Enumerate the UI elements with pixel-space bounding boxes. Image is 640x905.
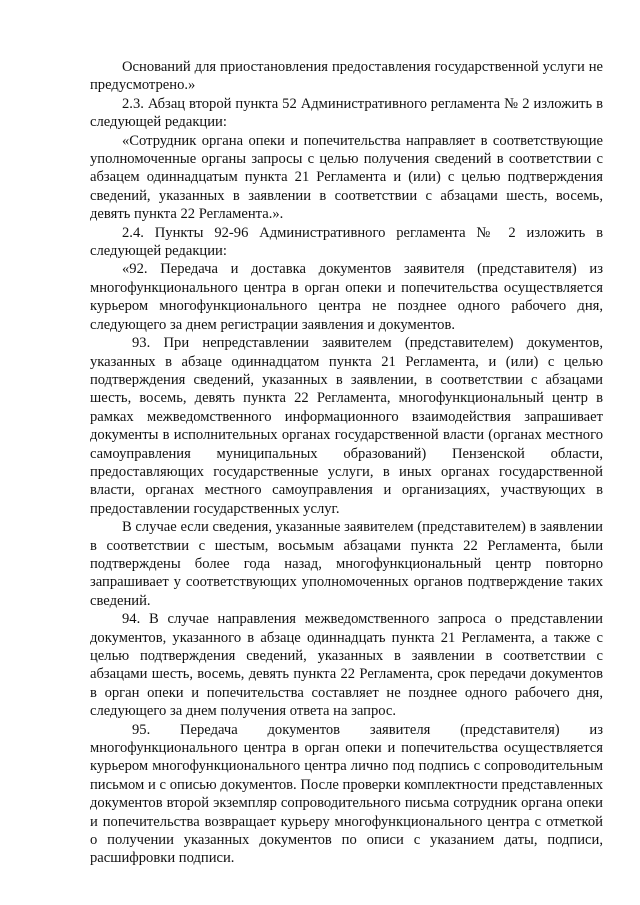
paragraph-item-93-continued: В случае если сведения, указанные заявителем (представителем) в заявлении в соответствии с шестым, восьмым абзацами пункта 22 Регламента, были подтверждены более года назад, многофункциональный центр повторно запрашивает у соответствующих уполномоченных органов подтверждение таких сведений.: [90, 519, 603, 609]
paragraph-item-92: «92. Передача и доставка документов заявителя (представителя) из многофункционального центра в орган опеки и попечительства осуществляется курьером многофункционального центра не позднее одного рабочего дня, следующего за днем регистрации заявления и документов.: [90, 261, 603, 333]
paragraph-2-3-heading: 2.3. Абзац второй пункта 52 Административного регламента № 2 изложить в следующей редакции:: [90, 95, 603, 131]
document-page: [90, 58, 603, 868]
paragraph-2-4-heading: 2.4. Пункты 92-96 Административного регламента № 2 изложить в следующей редакции:: [90, 224, 603, 260]
paragraph-item-95: 95. Передача документов заявителя (представителя) из многофункционального центра в орган опеки и попечительства осуществляется курьером многофункционального центра лично под подпись с сопроводительным письмом и с описью документов. После проверки комплектности представленных документов второй экземпляр сопроводительного письма сотрудник органа опеки и попечительства возвращает курьеру многофункционального центра с отметкой о получении указанных документов по описи с указанием даты, подписи, расшифровки подписи.: [90, 721, 603, 867]
paragraph-item-94: 94. В случае направления межведомственного запроса о представлении документов, указанного в абзаце одиннадцать пункта 21 Регламента, а также с целью подтверждения сведений, указанных в заявлении в соответствии с абзацами шесть, восемь, девять пункта 22 Регламента, срок передачи документов в орган опеки и попечительства составляет не позднее одного рабочего дня, следующего за днем получения ответа на запрос.: [90, 611, 603, 720]
paragraph-2-3-text: «Сотрудник органа опеки и попечительства направляет в соответствующие уполномоченные органы запросы с целью получения сведений в соответствии с абзацем одиннадцатым пункта 21 Регламента и (или) с целью подтверждения сведений, указанных в заявлении в соответствии с абзацами шесть, восемь, девять пункта 22 Регламента.».: [90, 132, 603, 223]
paragraph-item-93: 93. При непредставлении заявителем (представителем) документов, указанных в абзаце одиннадцатом пункта 21 Регламента, и (или) с целью подтверждения сведений, указанных в заявлении, в соответствии с абзацами шесть, восемь, девять пункта 22 Регламента, многофункциональный центр в рамках межведомственного информационного взаимодействия запрашивает документы в исполнительных органах государственной власти (органах местного самоуправления муниципальных образований) Пензенской области, предоставляющих государственные услуги, в иных органах государственной власти, органах местного самоуправления и организациях, участвующих в предоставлении государственных услуг.: [90, 335, 603, 517]
paragraph-suspension-grounds: Оснований для приостановления предоставления государственной услуги не предусмотрено.»: [90, 59, 603, 94]
